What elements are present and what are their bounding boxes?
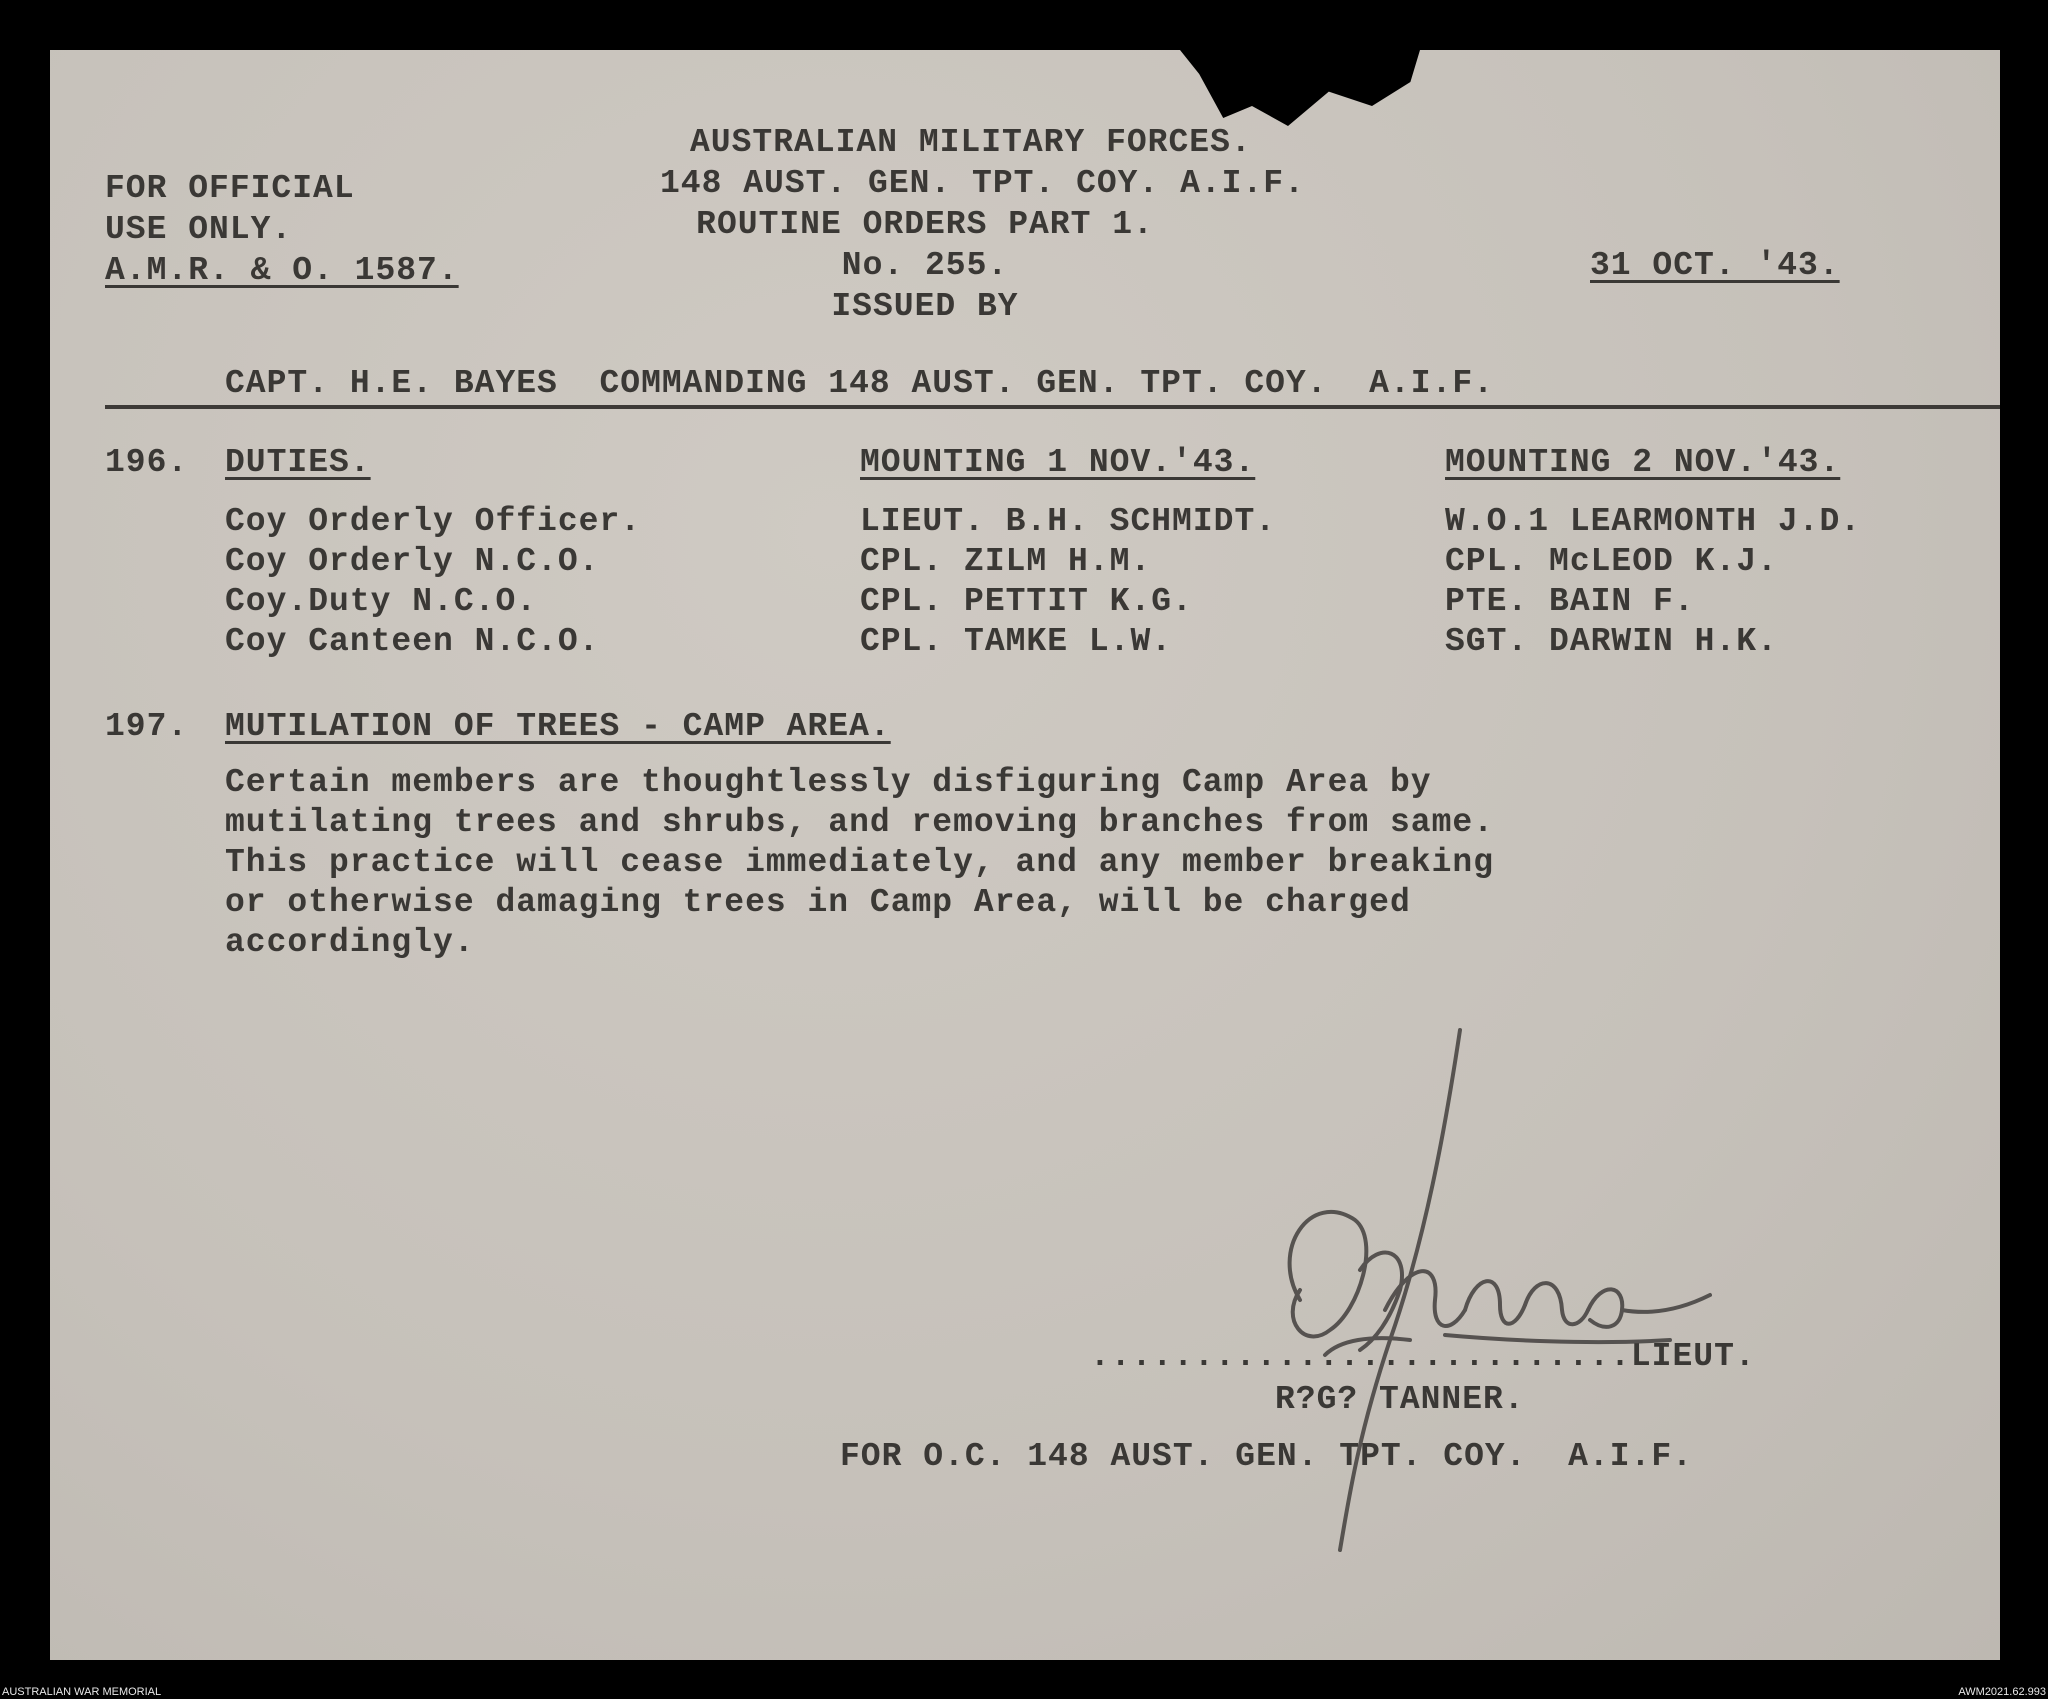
duty-day2: CPL. McLEOD K.J. xyxy=(1445,543,1778,580)
duty-name: Coy Orderly Officer. xyxy=(225,503,642,540)
signatory-for-line: FOR O.C. 148 AUST. GEN. TPT. COY. A.I.F. xyxy=(840,1438,1693,1475)
classification-line2: USE ONLY. xyxy=(105,211,293,248)
unit-title: 148 AUST. GEN. TPT. COY. A.I.F. xyxy=(660,165,1305,202)
order-197-text-line: or otherwise damaging trees in Camp Area, will be charged xyxy=(225,884,1411,921)
issued-by-label: ISSUED BY xyxy=(831,288,1019,325)
duty-day1: CPL. ZILM H.M. xyxy=(860,543,1152,580)
signatory-name: R?G? TANNER. xyxy=(1275,1381,1525,1418)
order-number: No. 255. xyxy=(841,247,1009,284)
torn-corner xyxy=(1180,50,1420,130)
duty-day2: SGT. DARWIN H.K. xyxy=(1445,623,1778,660)
duty-day2: W.O.1 LEARMONTH J.D. xyxy=(1445,503,1862,540)
duty-name: Coy.Duty N.C.O. xyxy=(225,583,538,620)
issuer-line: CAPT. H.E. BAYES COMMANDING 148 AUST. GEN. TPT. COY. A.I.F. xyxy=(225,365,1494,402)
reference-number: A.M.R. & O. 1587. xyxy=(105,252,459,289)
order-197-heading: MUTILATION OF TREES - CAMP AREA. xyxy=(225,708,891,745)
forces-title: AUSTRALIAN MILITARY FORCES. xyxy=(690,124,1252,161)
order-197-text-line: This practice will cease immediately, and any member breaking xyxy=(225,844,1494,881)
duty-name: Coy Canteen N.C.O. xyxy=(225,623,600,660)
header-rule xyxy=(105,405,2000,409)
duty-day2: PTE. BAIN F. xyxy=(1445,583,1695,620)
duty-day1: LIEUT. B.H. SCHMIDT. xyxy=(860,503,1277,540)
duties-col2-heading: MOUNTING 2 NOV.'43. xyxy=(1445,444,1841,481)
order-date: 31 OCT. '43. xyxy=(1590,247,1840,284)
order-197-text-line: Certain members are thoughtlessly disfiguring Camp Area by xyxy=(225,764,1432,801)
order-196-number: 196. xyxy=(105,444,189,481)
document-page xyxy=(50,50,2000,1660)
footer-accession-number: AWM2021.62.993 xyxy=(1958,1686,2046,1698)
order-197-text-line: mutilating trees and shrubs, and removing branches from same. xyxy=(225,804,1494,841)
order-197-number: 197. xyxy=(105,708,189,745)
order-197-text-line: accordingly. xyxy=(225,924,475,961)
duty-day1: CPL. PETTIT K.G. xyxy=(860,583,1193,620)
duty-name: Coy Orderly N.C.O. xyxy=(225,543,600,580)
duties-col1-heading: MOUNTING 1 NOV.'43. xyxy=(860,444,1256,481)
handwritten-signature xyxy=(1210,1010,1810,1610)
orders-title: ROUTINE ORDERS PART 1. xyxy=(696,206,1154,243)
classification-line1: FOR OFFICIAL xyxy=(105,170,355,207)
footer-credit: AUSTRALIAN WAR MEMORIAL xyxy=(2,1686,162,1698)
duty-day1: CPL. TAMKE L.W. xyxy=(860,623,1173,660)
signature-dots-line: ..........................LIEUT. xyxy=(1090,1338,1756,1375)
order-196-heading: DUTIES. xyxy=(225,444,371,481)
